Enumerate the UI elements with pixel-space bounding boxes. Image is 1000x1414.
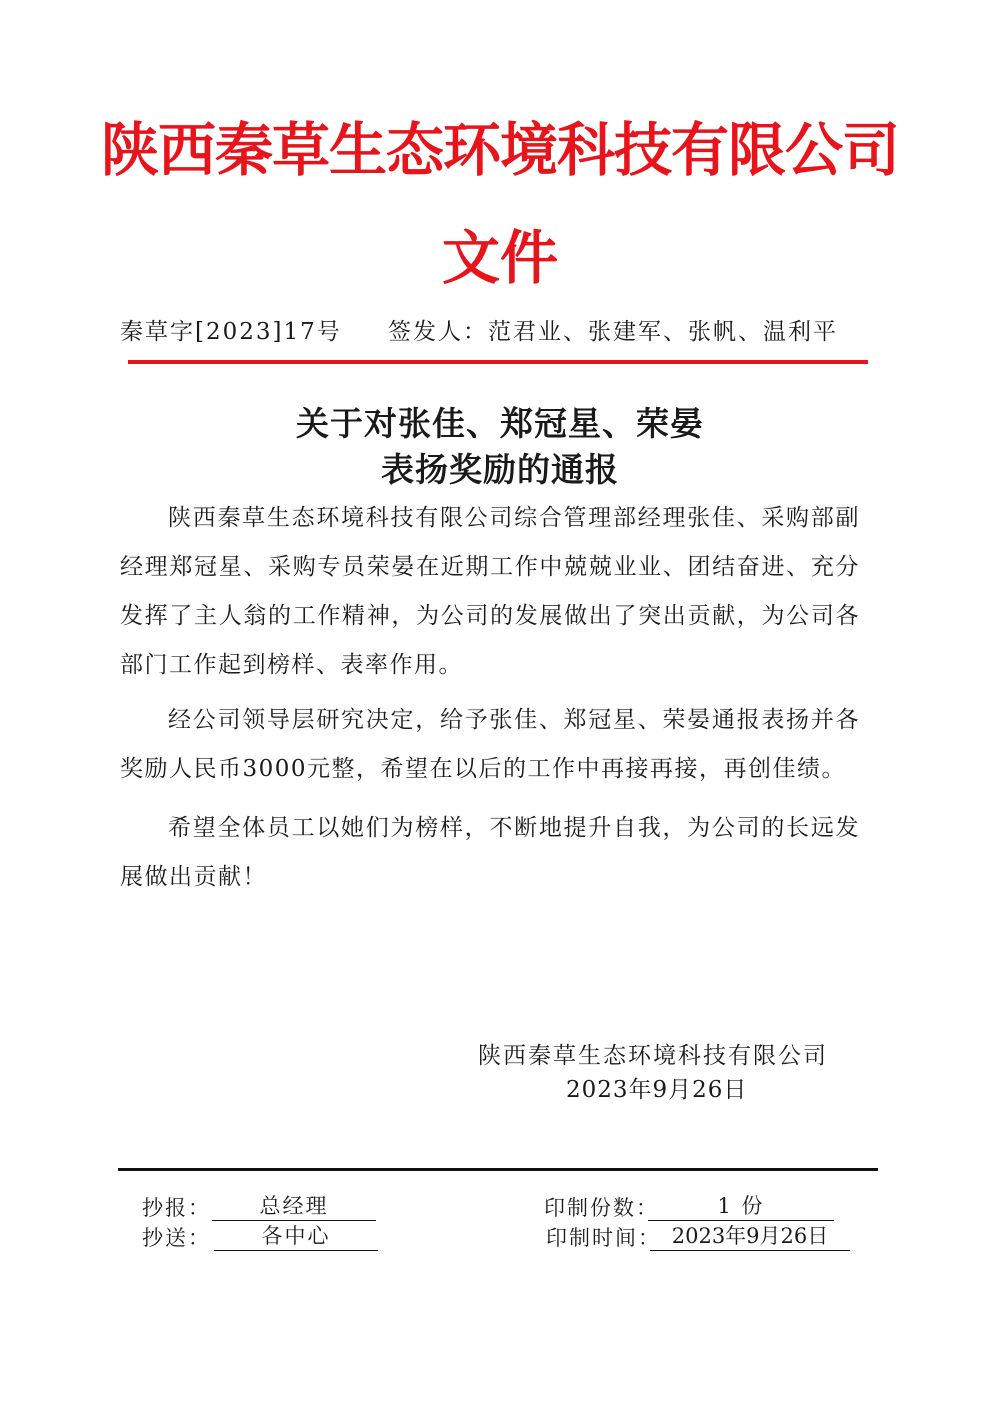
doc-signers: 签发人：范君业、张建军、张帆、温利平	[388, 319, 838, 345]
header-company-name: 陕西秦草生态环境科技有限公司	[100, 116, 899, 184]
copies-label: 印制份数：	[544, 1196, 659, 1220]
copy-label: 抄送：	[142, 1226, 211, 1250]
footer-divider	[118, 1168, 878, 1171]
copy-value: 各中心	[214, 1220, 378, 1251]
header-doc-type: 文件	[441, 224, 558, 292]
print-time-value: 2023年9月26日	[650, 1220, 850, 1251]
copies-value: 1 份	[648, 1190, 834, 1221]
body-paragraph-2: 经公司领导层研究决定，给予张佳、郑冠星、荣晏通报表扬并各奖励人民币3000元整，希望在以后的工作中再接再接，再创佳绩。	[120, 707, 860, 782]
notice-title-line2: 表扬奖励的通报	[381, 450, 619, 489]
signature-company: 陕西秦草生态环境科技有限公司	[478, 1043, 828, 1069]
body-paragraph-1: 陕西秦草生态环境科技有限公司综合管理部经理张佳、采购部副经理郑冠星、采购专员荣晏在近期工作中兢兢业业、团结奋进、充分发挥了主人翁的工作精神，为公司的发展做出了突出贡献，为公司各部门工作起到榜样、表率作用。	[120, 505, 860, 678]
report-value: 总经理	[212, 1190, 376, 1221]
signature-date: 2023年9月26日	[566, 1077, 748, 1103]
report-label: 抄报：	[142, 1196, 211, 1220]
doc-number: 秦草字[2023]17号	[120, 319, 342, 345]
body-paragraph-3: 希望全体员工以她们为榜样，不断地提升自我，为公司的长远发展做出贡献！	[120, 815, 860, 890]
print-time-label: 印制时间：	[546, 1226, 661, 1250]
red-divider	[128, 360, 868, 364]
notice-title-line1: 关于对张佳、郑冠星、荣晏	[296, 404, 704, 443]
